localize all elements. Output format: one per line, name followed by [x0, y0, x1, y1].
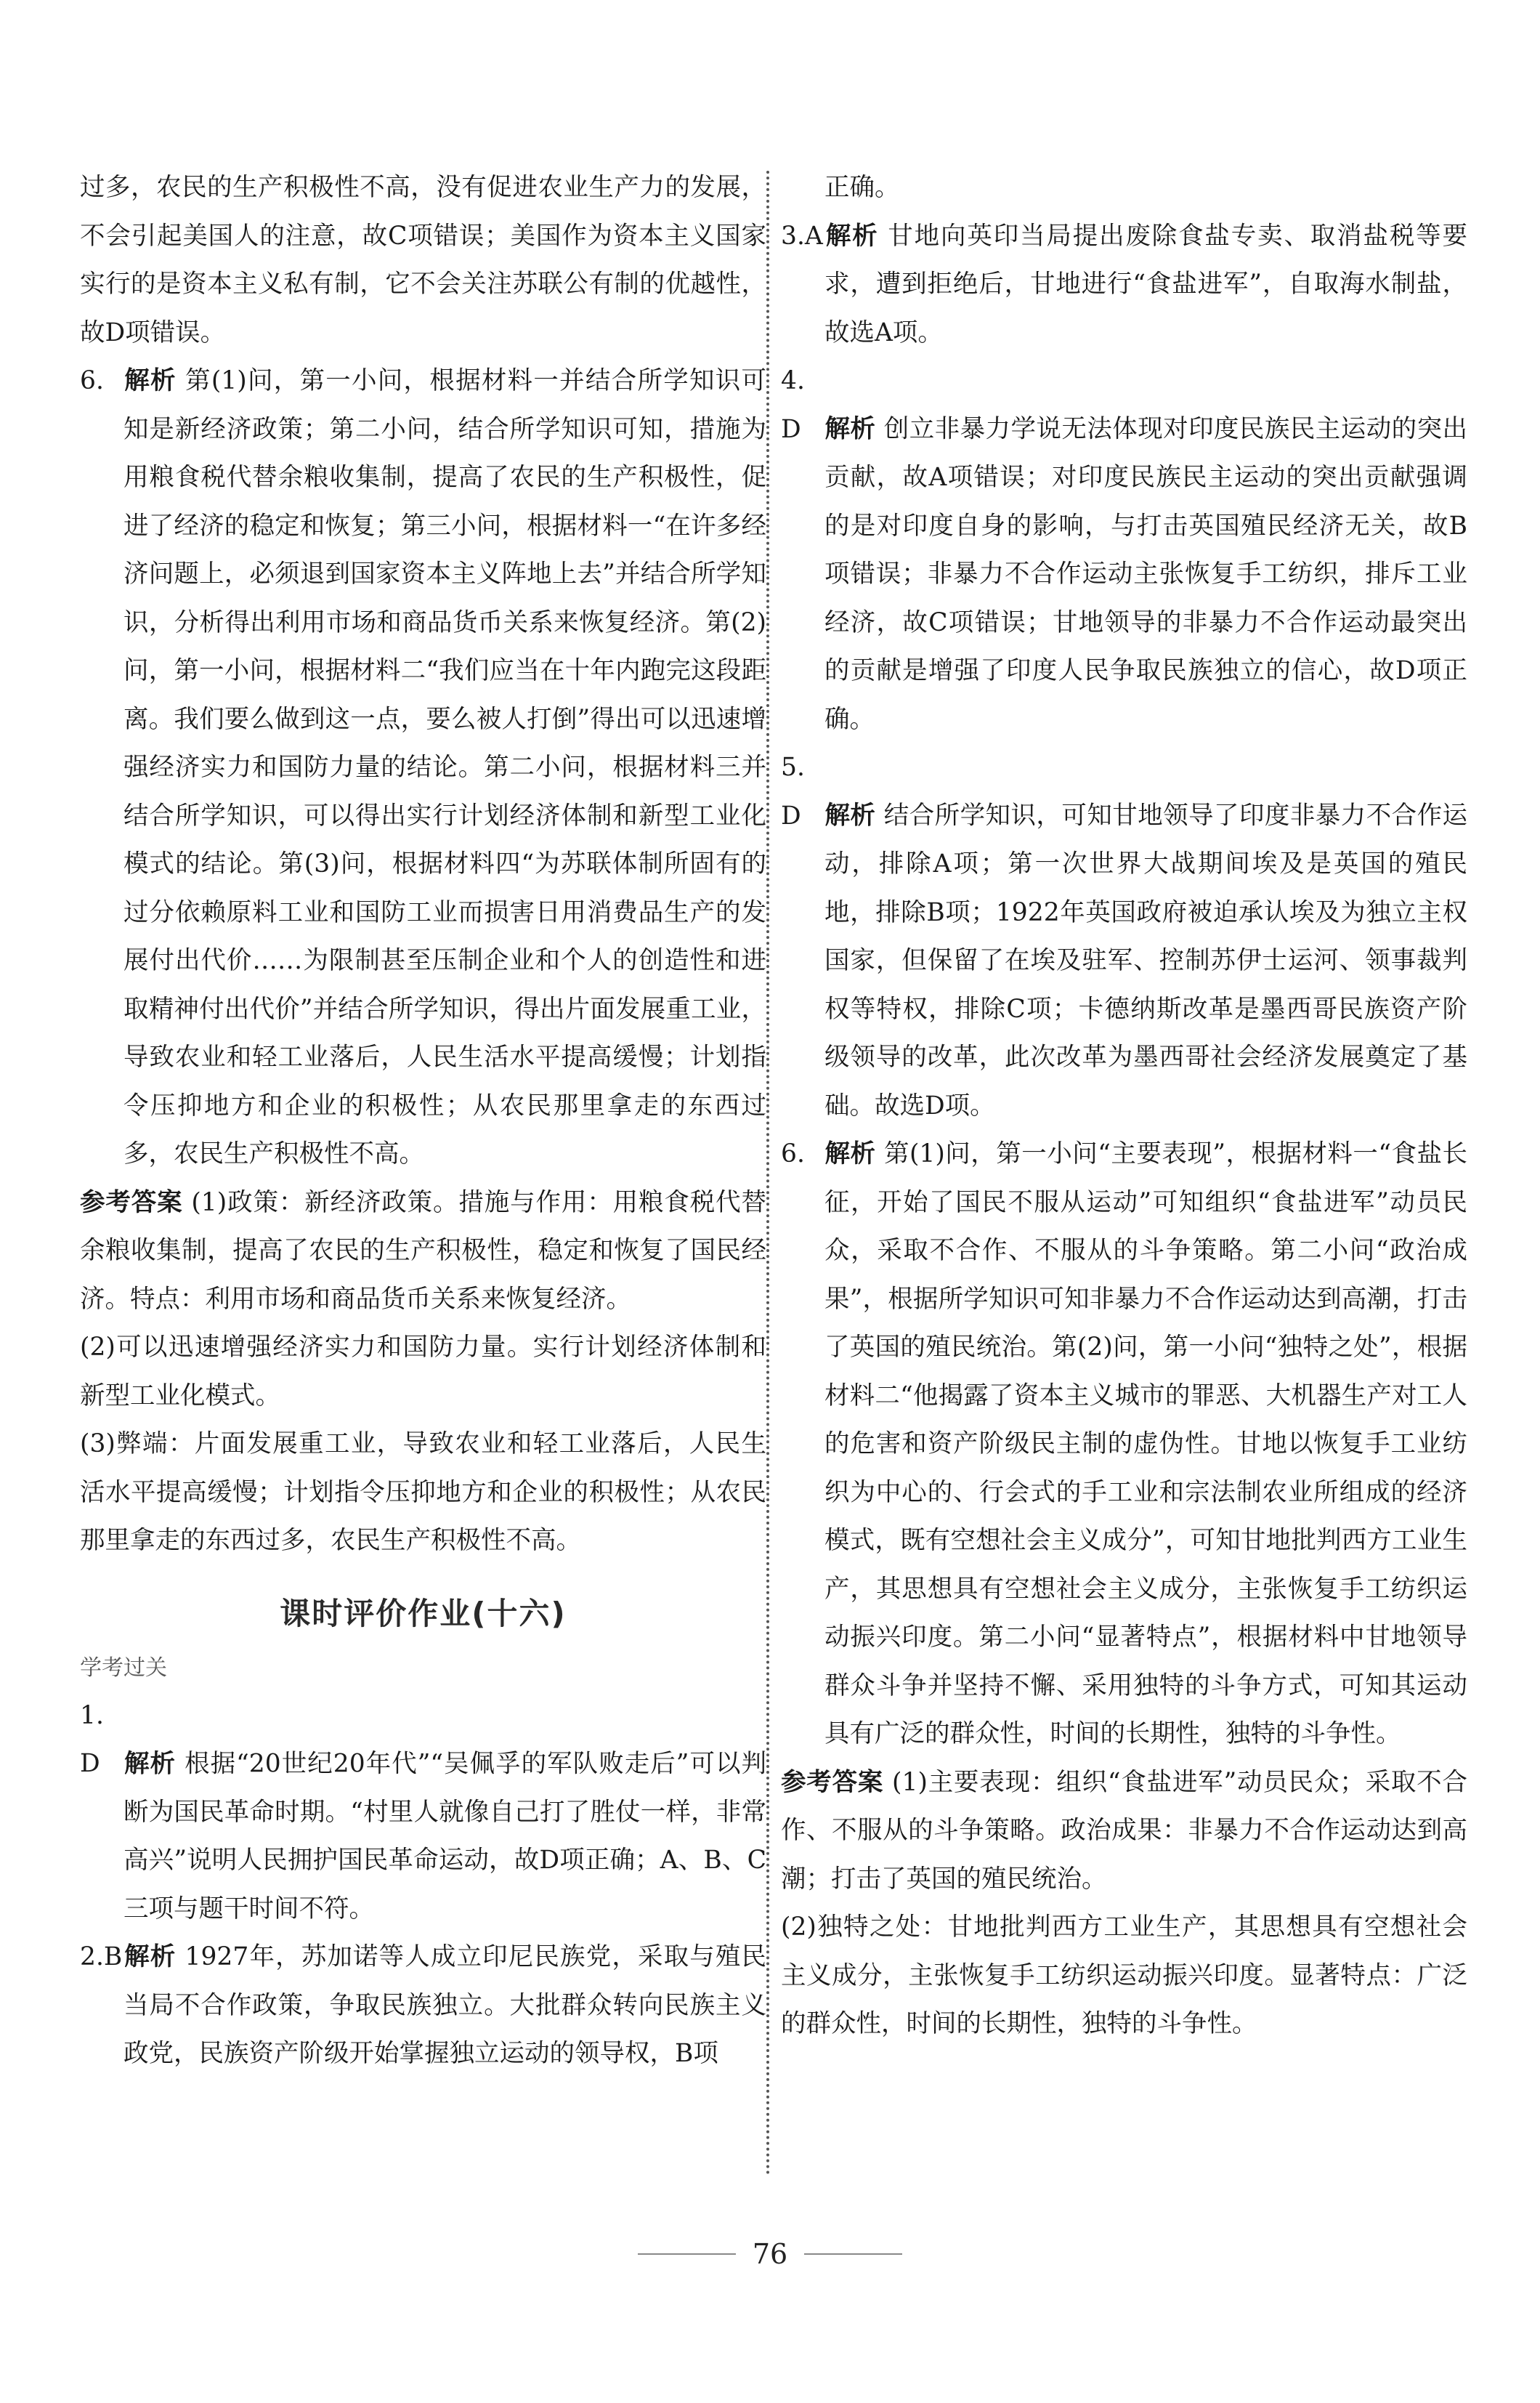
analysis-text: 结合所学知识，可知甘地领导了印度非暴力不合作运动，排除A项；第一次世界大战期间埃及是英国的殖民地，排除B项；1922年英国政府被迫承认埃及为独立主权国家，但保留了在埃及驻军、控制苏伊士运河、领事裁判权等特权，排除C项；卡德纳斯改革是墨西哥民族资产阶级领导的改革，此次改革为墨西哥社会经济发展奠定了基础。故选D项。 [824, 801, 1468, 1120]
analysis-keyword: 解析 [824, 1139, 876, 1168]
analysis-text: 第(1)问，第一小问“主要表现”，根据材料一“食盐长征，开始了国民不服从运动”可知组织“食盐进军”动员民众，采取不合作、不服从的斗争策略。第二小问“政治成果”，根据所学知识可知非暴力不合作运动达到高潮，打击了英国的殖民统治。第(2)问，第一小问“独特之处”，根据材料二“他揭露了资本主义城市的罪恶、大机器生产对工人的危害和资产阶级民主制的虚伪性。甘地以恢复手工业纺织为中心的、行会式的手工业和宗法制农业所组成的经济模式，既有空想社会主义成分”，可知甘地批判西方工业生产，其思想具有空想社会主义成分，主张恢复手工纺织运动振兴印度。第二小问“显著特点”，根据材料中甘地领导群众斗争并坚持不懈、采用独特的斗争方式，可知其运动具有广泛的群众性，时间的长期性，独特的斗争性。 [824, 1139, 1468, 1748]
left-column [80, 163, 766, 2078]
analysis-keyword: 解析 [824, 221, 879, 251]
page-number: 76 [752, 2238, 788, 2270]
analysis-text: 甘地向英印当局提出废除食盐专卖、取消盐税等要求，遭到拒绝后，甘地进行“食盐进军”，自取海水制盐，故选A项。 [824, 221, 1468, 347]
analysis-text: 第(1)问，第一小问，根据材料一并结合所学知识可知是新经济政策；第二小问，结合所学知识可知，措施为用粮食税代替余粮收集制，提高了农民的生产积极性，促进了经济的稳定和恢复；第三小问，根据材料一“在许多经济问题上，必须退到国家资本主义阵地上去”并结合所学知识，分析得出利用市场和商品货币关系来恢复经济。第(2)问，第一小问，根据材料二“我们应当在十年内跑完这段距离。我们要么做到这一点，要么被人打倒”得出可以迅速增强经济实力和国防力量的结论。第二小问，根据材料三并结合所学知识，可以得出实行计划经济体制和新型工业化模式的结论。第(3)问，根据材料四“为苏联体制所固有的过分依赖原料工业和国防工业而损害日用消费品生产的发展付出代价……为限制甚至压制企业和个人的创造性和进取精神付出代价”并结合所学知识，得出片面发展重工业，导致农业和轻工业落后，人民生活水平提高缓慢；计划指令压抑地方和企业的积极性；从农民那里拿走的东西过多，农民生产积极性不高。 [123, 366, 767, 1168]
section-label: 学考过关 [80, 1655, 167, 1681]
analysis-keyword: 解析 [123, 366, 177, 395]
question-number: 3.A [781, 221, 823, 251]
reference-answer-2: (2)独特之处：甘地批判西方工业生产，其思想具有空想社会主义成分，主张恢复手工纺织运动振兴印度。显著特点：广泛的群众性，时间的长期性，独特的斗争性。 [781, 1913, 1467, 2038]
footer-rule-left [638, 2253, 736, 2255]
answer-text: (1)主要表现：组织“食盐进军”动员民众；采取不合作、不服从的斗争策略。政治成果：非暴力不合作运动达到高潮；打击了英国的殖民统治。 [781, 1767, 1467, 1894]
question-6-analysis [80, 357, 766, 1179]
question-number: 4.D [781, 366, 805, 444]
analysis-text: 1927年，苏加诺等人成立印尼民族党，采取与殖民当局不合作政策，争取民族独立。大批群众转向民族主义政党，民族资产阶级开始掌握独立运动的领导权，B项 [123, 1942, 766, 2068]
section-heading: 课时评价作业(十六) [280, 1595, 567, 1631]
right-column [781, 163, 1467, 2048]
continued-answer-text: 过多，农民的生产积极性不高，没有促进农业生产力的发展，不会引起美国人的注意，故C项错误；美国作为资本主义国家实行的是资本主义私有制，它不会关注苏联公有制的优越性，故D项错误。 [80, 173, 766, 347]
question-2-continued: 正确。 [824, 173, 900, 202]
question-number: 6. [80, 366, 104, 395]
reference-answer-2: (2)可以迅速增强经济实力和国防力量。实行计划经济体制和新型工业化模式。 [80, 1333, 766, 1410]
column-divider [766, 171, 769, 2176]
reference-answer-1 [80, 1179, 766, 1324]
reference-answer-3: (3)弊端：片面发展重工业，导致农业和轻工业落后，人民生活水平提高缓慢；计划指令压抑地方和企业的积极性；从农民那里拿走的东西过多，农民生产积极性不高。 [80, 1429, 766, 1555]
question-number: 5.D [781, 753, 805, 831]
analysis-keyword: 解析 [824, 414, 876, 444]
analysis-text: 创立非暴力学说无法体现对印度民族民主运动的突出贡献，故A项错误；对印度民族民主运动的突出贡献强调的是对印度自身的影响，与打击英国殖民经济无关，故B项错误；非暴力不合作运动主张恢复手工纺织，排斥工业经济，故C项错误；甘地领导的非暴力不合作运动最突出的贡献是增强了印度人民争取民族独立的信心，故D项正确。 [824, 414, 1468, 734]
answer-text: (1)政策：新经济政策。措施与作用：用粮食税代替余粮收集制，提高了农民的生产积极性，稳定和恢复了国民经济。特点：利用市场和商品货币关系来恢复经济。 [80, 1187, 767, 1314]
footer-rule-right [804, 2253, 902, 2255]
question-1-analysis [80, 1692, 766, 1934]
analysis-keyword: 解析 [824, 801, 876, 831]
analysis-text: 根据“20世纪20年代”“吴佩孚的军队败走后”可以判断为国民革命时期。“村里人就像自己打了胜仗一样，非常高兴”说明人民拥护国民革命运动，故D项正确；A、B、C三项与题干时间不符。 [123, 1749, 767, 1923]
reference-answer-1 [781, 1758, 1467, 1904]
answer-keyword: 参考答案 [80, 1187, 183, 1217]
question-3-analysis [781, 212, 1467, 358]
question-number: 1.D [80, 1700, 104, 1778]
question-6-analysis [781, 1130, 1467, 1758]
question-5-analysis [781, 743, 1467, 1130]
question-number: 6. [781, 1139, 805, 1168]
analysis-keyword: 解析 [123, 1942, 177, 1971]
analysis-keyword: 解析 [123, 1749, 177, 1778]
page-footer [0, 2238, 1540, 2270]
question-number: 2.B [80, 1942, 123, 1971]
question-2-analysis [80, 1933, 766, 2078]
question-4-analysis [781, 357, 1467, 743]
answer-keyword: 参考答案 [781, 1767, 884, 1797]
